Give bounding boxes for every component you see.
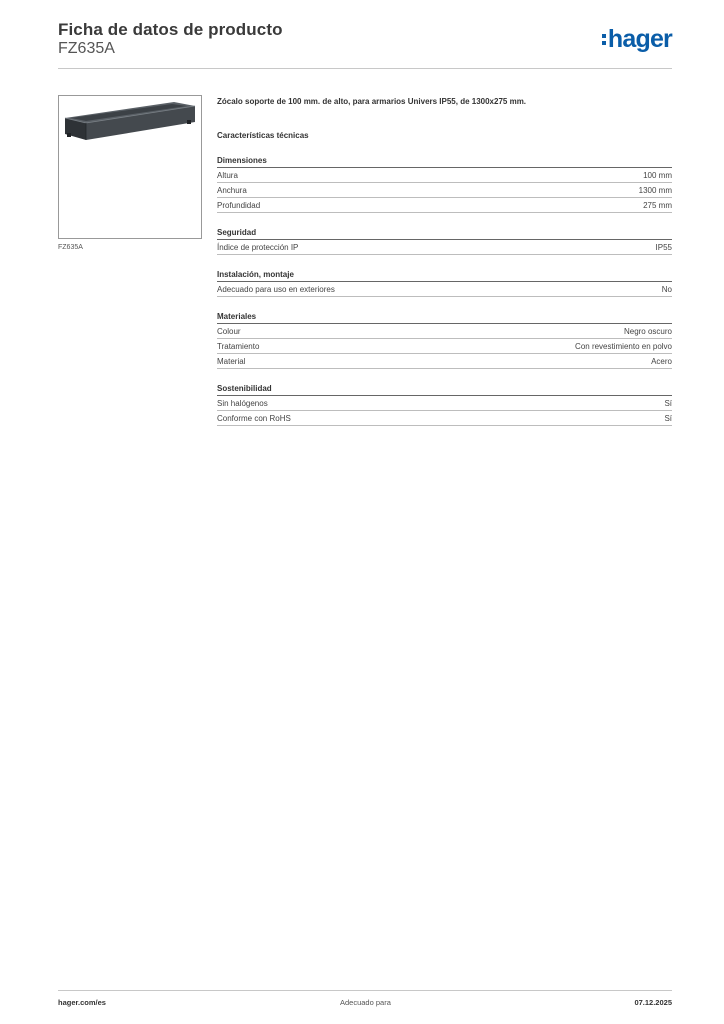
spec-row [217, 240, 672, 255]
spec-value: Sí [664, 398, 672, 408]
spec-label: Altura [217, 170, 238, 180]
section-sostenibilidad [217, 383, 672, 426]
section-instalacion [217, 269, 672, 297]
spec-row [217, 324, 672, 339]
plinth-illustration-icon [59, 96, 201, 238]
page-title: Ficha de datos de producto [58, 20, 283, 39]
section-materiales [217, 311, 672, 369]
spec-label: Índice de protección IP [217, 242, 299, 252]
spec-row [217, 339, 672, 354]
spec-value: 275 mm [643, 200, 672, 210]
spec-row [217, 198, 672, 213]
spec-row [217, 168, 672, 183]
product-image [58, 95, 202, 239]
spec-row [217, 282, 672, 297]
product-code: FZ635A [58, 40, 115, 57]
spec-label: Material [217, 356, 246, 366]
spec-value: Acero [651, 356, 672, 366]
section-title: Dimensiones [217, 155, 672, 168]
spec-row [217, 354, 672, 369]
spec-value: Negro oscuro [623, 326, 672, 336]
spec-value: Con revestimiento en polvo [575, 341, 672, 351]
section-title: Instalación, montaje [217, 269, 672, 282]
footer-date: 07.12.2025 [634, 998, 672, 1007]
spec-value: IP55 [655, 242, 672, 252]
footer-website-link[interactable]: hager.com/es [58, 998, 106, 1007]
spec-label: Tratamiento [217, 341, 260, 351]
spec-label: Adecuado para uso en exteriores [217, 284, 335, 294]
product-content [217, 96, 672, 426]
spec-row [217, 396, 672, 411]
hager-logo [602, 24, 672, 54]
section-dimensiones [217, 155, 672, 213]
spec-value: 1300 mm [638, 185, 672, 195]
spec-label: Sin halógenos [217, 398, 268, 408]
spec-label: Colour [217, 326, 241, 336]
spec-value: Sí [664, 413, 672, 423]
section-seguridad [217, 227, 672, 255]
footer-divider [58, 990, 672, 991]
spec-label: Anchura [217, 185, 247, 195]
section-title: Sostenibilidad [217, 383, 672, 396]
product-description: Zócalo soporte de 100 mm. de alto, para armarios Univers IP55, de 1300x275 mm. [217, 97, 527, 106]
spec-value: 100 mm [643, 170, 672, 180]
tech-heading: Características técnicas [217, 131, 309, 140]
spec-label: Conforme con RoHS [217, 413, 291, 423]
header-divider [58, 68, 672, 69]
spec-row [217, 183, 672, 198]
spec-label: Profundidad [217, 200, 261, 210]
logo-mark-icon [602, 34, 606, 45]
spec-value: No [661, 284, 672, 294]
section-title: Materiales [217, 311, 672, 324]
logo-text: hager [607, 24, 672, 53]
footer-center-text: Adecuado para [340, 998, 391, 1007]
section-title: Seguridad [217, 227, 672, 240]
spec-row [217, 411, 672, 426]
image-caption: FZ635A [58, 244, 83, 251]
